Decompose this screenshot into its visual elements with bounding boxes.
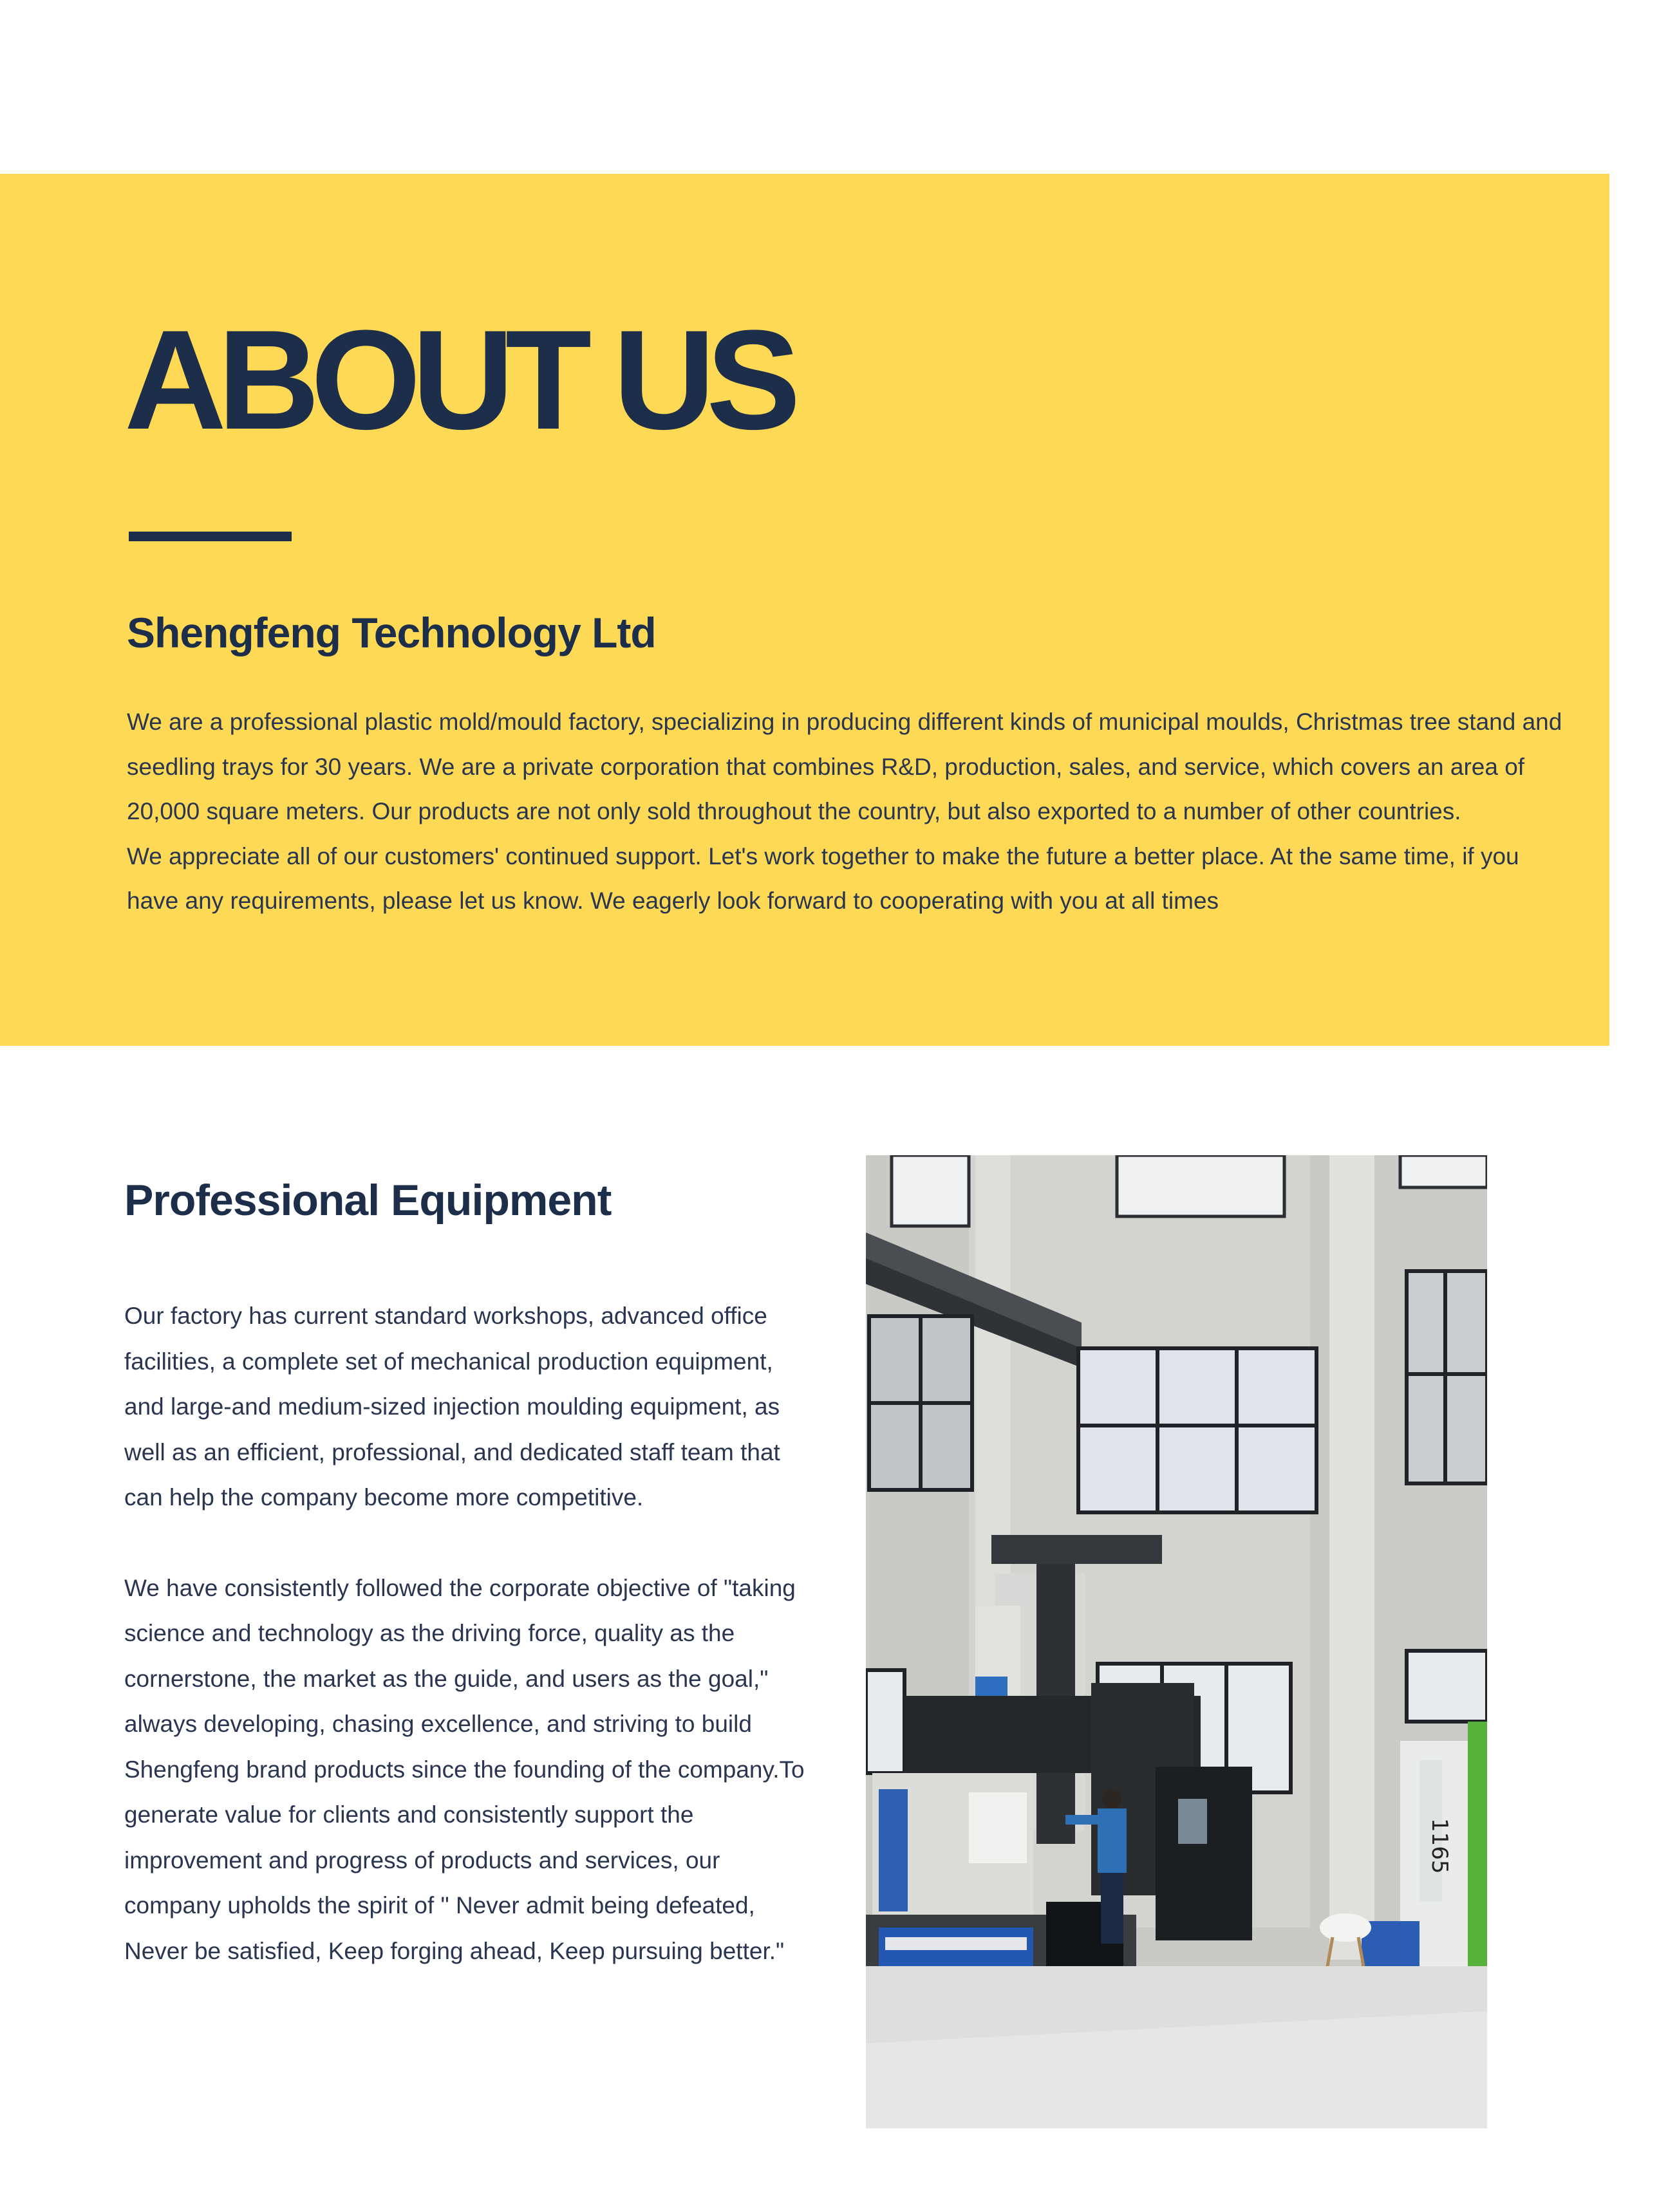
- heading-underline-divider: [129, 532, 292, 541]
- factory-workshop-photo: [866, 1155, 1487, 2128]
- company-introduction: [127, 700, 1562, 924]
- equipment-paragraph-1: Our factory has current standard workshops, advanced office facilities, a complete set of mechanical production equipment, and large-and medium-sized injection moulding equipment, as well as an efficient, professional, and dedicated staff team that can help the company become more competitive.: [124, 1303, 780, 1510]
- equipment-description: [124, 1294, 807, 1974]
- intro-paragraph-2: We appreciate all of our customers' continued support. Let's work together to make the future a better place. At the same time, if you have any requirements, please let us know. We eagerly look forward to cooperating with you at all times: [127, 842, 1519, 914]
- machine-marking: 1165: [1427, 1818, 1452, 1874]
- equipment-paragraph-2: We have consistently followed the corporate objective of "taking science and technology as the driving force, quality as the cornerstone, the market as the guide, and users as the goal," always developing, chasing excellence, and striving to build Shengfeng brand products since the founding of the company.To generate value for clients and consistently support the improvement and progress of products and services, our company upholds the spirit of " Never admit being defeated, Never be satisfied, Keep forging ahead, Keep pursuing better.": [124, 1574, 805, 1964]
- about-us-heading: ABOUT US: [124, 301, 792, 459]
- intro-paragraph-1: We are a professional plastic mold/mould factory, specializing in producing different kinds of municipal moulds, Christmas tree stand and seedling trays for 30 years. We are a private corporation that combines R&D, production, sales, and service, which covers an area of 20,000 square meters. Our products are not only sold throughout the country, but also exported to a number of other countries.: [127, 709, 1562, 824]
- company-name: Shengfeng Technology Ltd: [127, 609, 656, 656]
- workshop-illustration: [866, 1155, 1487, 2128]
- professional-equipment-heading: Professional Equipment: [124, 1176, 612, 1225]
